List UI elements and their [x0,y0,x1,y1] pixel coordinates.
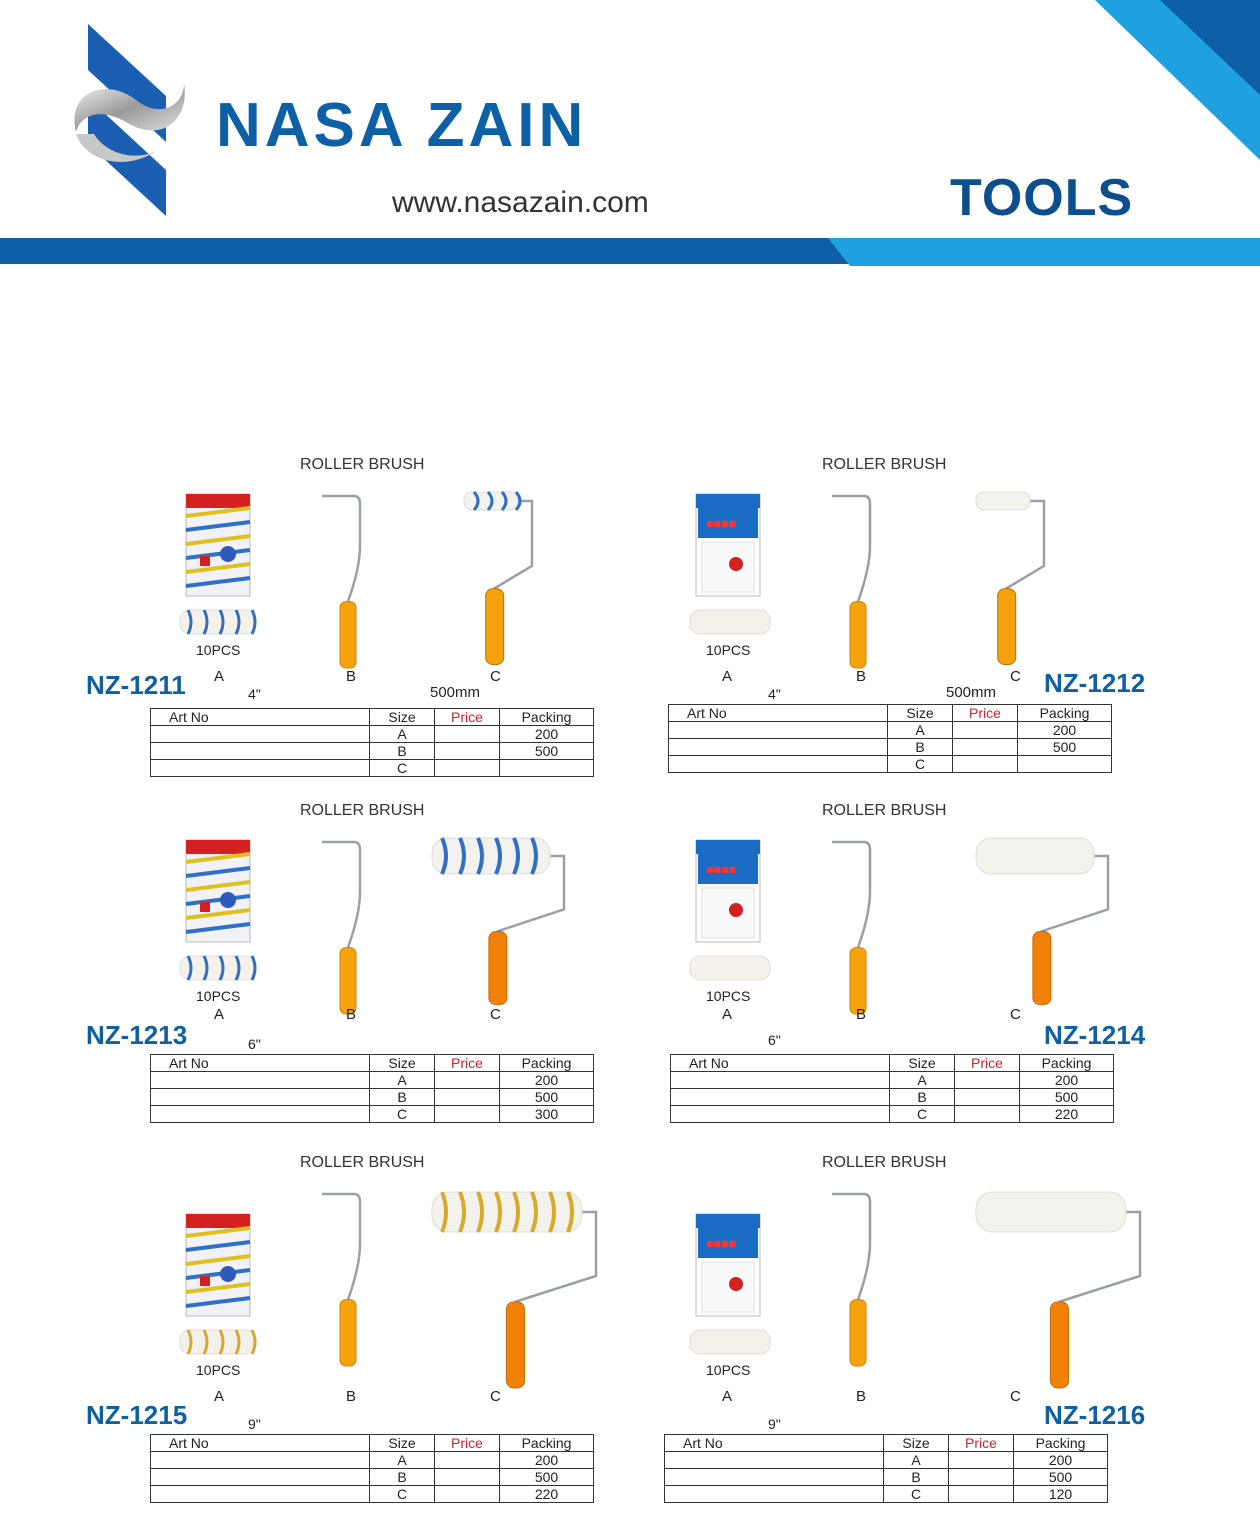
col-packing: Packing [1018,705,1112,722]
cell-art-no [151,1486,370,1503]
col-price: Price [953,705,1018,722]
label-a: A [722,668,733,685]
col-packing: Packing [500,1435,594,1452]
website-url[interactable]: www.nasazain.com [392,186,649,219]
roller-frame-image [830,1188,880,1368]
cell-price [435,1089,500,1106]
cell-size: A [888,722,953,739]
cell-price [435,1072,500,1089]
package-pack-image [696,840,760,950]
size-inches: 4" [248,686,261,702]
cell-size: B [884,1469,949,1486]
cell-art-no [151,1089,370,1106]
spec-table [670,1054,1114,1123]
label-a: A [214,1006,225,1023]
table-header-row [671,1055,1114,1072]
length-mm: 500mm [946,684,997,701]
col-art-no: Art No [665,1435,884,1452]
cell-price [435,743,500,760]
cell-art-no [151,726,370,743]
cell-price [949,1469,1014,1486]
roller-frame-image [830,490,880,670]
cell-packing: 220 [500,1486,594,1503]
table-header-row [151,1055,594,1072]
col-art-no: Art No [669,705,888,722]
cell-packing: 500 [1020,1089,1114,1106]
table-row [151,1072,594,1089]
cell-packing: 500 [500,1469,594,1486]
product-title: ROLLER BRUSH [300,456,425,473]
cell-size: A [884,1452,949,1469]
spec-table [668,704,1112,773]
cell-price [435,1486,500,1503]
cell-art-no [671,1072,890,1089]
roller-frame-image [320,836,370,1016]
product-title: ROLLER BRUSH [300,1154,425,1171]
svg-text:■■■■: ■■■■ [706,865,737,874]
product-title: ROLLER BRUSH [300,802,425,819]
cell-size: A [370,1452,435,1469]
cell-art-no [671,1089,890,1106]
cell-packing: 500 [1018,739,1112,756]
cell-size: B [370,1469,435,1486]
label-a: A [722,1388,733,1405]
table-row [669,756,1112,773]
cell-price [955,1089,1020,1106]
product-title: ROLLER BRUSH [822,456,947,473]
pieces-label: 10PCS [196,988,241,1004]
cell-size: C [370,760,435,777]
col-price: Price [955,1055,1020,1072]
roller-brush-full-image [464,492,548,668]
cell-packing: 200 [1020,1072,1114,1089]
cell-art-no [151,760,370,777]
label-b: B [856,1388,867,1405]
table-row [151,1486,594,1503]
roller-brush-full-image [432,1192,612,1392]
cell-art-no [151,1452,370,1469]
cell-packing: 500 [1014,1469,1108,1486]
package-pack-image [186,840,250,950]
col-size: Size [370,709,435,726]
table-header-row [151,1435,594,1452]
cell-art-no [665,1486,884,1503]
product-code: NZ-1214 [1044,1020,1146,1050]
label-a: A [214,668,225,685]
cell-packing: 200 [1018,722,1112,739]
roller-sleeve-image [690,608,770,636]
col-packing: Packing [1020,1055,1114,1072]
product-code: NZ-1211 [86,670,186,700]
roller-brush-full-image [432,838,580,1008]
table-header-row [665,1435,1108,1452]
table-row [151,1106,594,1123]
col-size: Size [884,1435,949,1452]
label-b: B [346,1006,357,1023]
cell-size: A [890,1072,955,1089]
length-mm: 500mm [430,684,481,701]
roller-frame-image [830,836,880,1016]
roller-frame-image [320,490,370,670]
label-c: C [1010,668,1021,685]
size-inches: 6" [248,1036,261,1052]
cell-art-no [669,756,888,773]
table-row [151,760,594,777]
table-row [671,1106,1114,1123]
table-row [151,726,594,743]
product-block-nz-1215 [0,1148,620,1502]
cell-size: C [884,1486,949,1503]
table-row [151,1089,594,1106]
cell-price [953,739,1018,756]
cell-size: B [890,1089,955,1106]
pieces-label: 10PCS [706,988,751,1004]
section-title: TOOLS [950,169,1134,227]
cell-art-no [151,1106,370,1123]
cell-packing: 200 [500,726,594,743]
product-title: ROLLER BRUSH [822,1154,947,1171]
table-row [671,1072,1114,1089]
cell-size: B [370,743,435,760]
spec-table [664,1434,1108,1503]
roller-brush-full-image [976,492,1060,668]
cell-size: A [370,726,435,743]
pieces-label: 10PCS [706,1362,751,1378]
cell-packing: 500 [500,1089,594,1106]
cell-price [955,1106,1020,1123]
label-c: C [490,1388,501,1405]
col-size: Size [370,1055,435,1072]
cell-art-no [671,1106,890,1123]
product-block-nz-1213 [0,796,620,1136]
cell-price [955,1072,1020,1089]
table-row [671,1089,1114,1106]
table-row [665,1452,1108,1469]
header-band-dark [0,238,860,264]
cell-price [435,726,500,743]
label-b: B [856,1006,867,1023]
product-code: NZ-1213 [86,1020,188,1050]
roller-sleeve-image [180,1328,256,1356]
label-c: C [490,668,501,685]
product-code: NZ-1215 [86,1400,188,1430]
cell-price [953,756,1018,773]
cell-art-no [151,743,370,760]
package-pack-image [186,1214,250,1324]
cell-size: C [370,1486,435,1503]
label-b: B [856,668,867,685]
cell-packing: 300 [500,1106,594,1123]
table-header-row [151,709,594,726]
size-inches: 9" [248,1416,261,1432]
col-price: Price [949,1435,1014,1452]
cell-packing: 200 [500,1072,594,1089]
product-block-nz-1214 [630,796,1250,1136]
cell-packing: 220 [1020,1106,1114,1123]
cell-art-no [669,739,888,756]
label-a: A [214,1388,225,1405]
roller-brush-full-image [976,838,1124,1008]
size-inches: 4" [768,686,781,702]
cell-packing: 500 [500,743,594,760]
cell-art-no [151,1072,370,1089]
col-art-no: Art No [151,709,370,726]
table-row [669,722,1112,739]
nasa-zain-logo-icon [66,22,190,218]
col-size: Size [370,1435,435,1452]
col-art-no: Art No [671,1055,890,1072]
cell-size: A [370,1072,435,1089]
cell-size: C [888,756,953,773]
cell-packing: 200 [500,1452,594,1469]
roller-sleeve-image [180,954,256,982]
roller-brush-full-image [976,1192,1156,1392]
product-block-nz-1211 [0,450,620,790]
cell-size: C [370,1106,435,1123]
cell-size: B [888,739,953,756]
cell-price [435,760,500,777]
table-row [151,1469,594,1486]
package-pack-image [696,494,760,604]
spec-table [150,708,594,777]
table-row [669,739,1112,756]
roller-sleeve-image [690,954,770,982]
col-size: Size [890,1055,955,1072]
cell-packing [1018,756,1112,773]
cell-art-no [665,1469,884,1486]
label-b: B [346,668,357,685]
col-price: Price [435,1435,500,1452]
cell-art-no [665,1452,884,1469]
table-row [665,1469,1108,1486]
col-art-no: Art No [151,1435,370,1452]
cell-size: B [370,1089,435,1106]
cell-packing: 200 [1014,1452,1108,1469]
svg-text:■■■■: ■■■■ [706,519,737,528]
product-title: ROLLER BRUSH [822,802,947,819]
cell-packing [500,760,594,777]
label-b: B [346,1388,357,1405]
pieces-label: 10PCS [196,642,241,658]
cell-price [949,1486,1014,1503]
cell-price [953,722,1018,739]
svg-text:■■■■: ■■■■ [706,1239,737,1248]
table-row [151,743,594,760]
package-pack-image [186,494,250,604]
size-inches: 6" [768,1032,781,1048]
col-packing: Packing [1014,1435,1108,1452]
size-inches: 9" [768,1416,781,1432]
label-c: C [1010,1388,1021,1405]
label-c: C [1010,1006,1021,1023]
product-block-nz-1212 [630,450,1250,790]
cell-price [435,1106,500,1123]
pieces-label: 10PCS [706,642,751,658]
label-c: C [490,1006,501,1023]
roller-frame-image [320,1188,370,1368]
package-pack-image [696,1214,760,1324]
col-price: Price [435,709,500,726]
spec-table [150,1434,594,1503]
pieces-label: 10PCS [196,1362,241,1378]
col-size: Size [888,705,953,722]
cell-packing: 120 [1014,1486,1108,1503]
label-a: A [722,1006,733,1023]
cell-size: C [890,1106,955,1123]
col-packing: Packing [500,1055,594,1072]
product-code: NZ-1216 [1044,1400,1146,1430]
spec-table [150,1054,594,1123]
table-header-row [669,705,1112,722]
cell-price [435,1469,500,1486]
cell-price [435,1452,500,1469]
cell-price [949,1452,1014,1469]
roller-sleeve-image [180,608,256,636]
brand-name: NASA ZAIN [216,91,588,160]
col-packing: Packing [500,709,594,726]
product-block-nz-1216 [630,1148,1250,1502]
table-row [151,1452,594,1469]
cell-art-no [151,1469,370,1486]
header-band-light [828,238,1260,266]
col-price: Price [435,1055,500,1072]
roller-sleeve-image [690,1328,770,1356]
col-art-no: Art No [151,1055,370,1072]
table-row [665,1486,1108,1503]
product-code: NZ-1212 [1044,668,1146,698]
cell-art-no [669,722,888,739]
